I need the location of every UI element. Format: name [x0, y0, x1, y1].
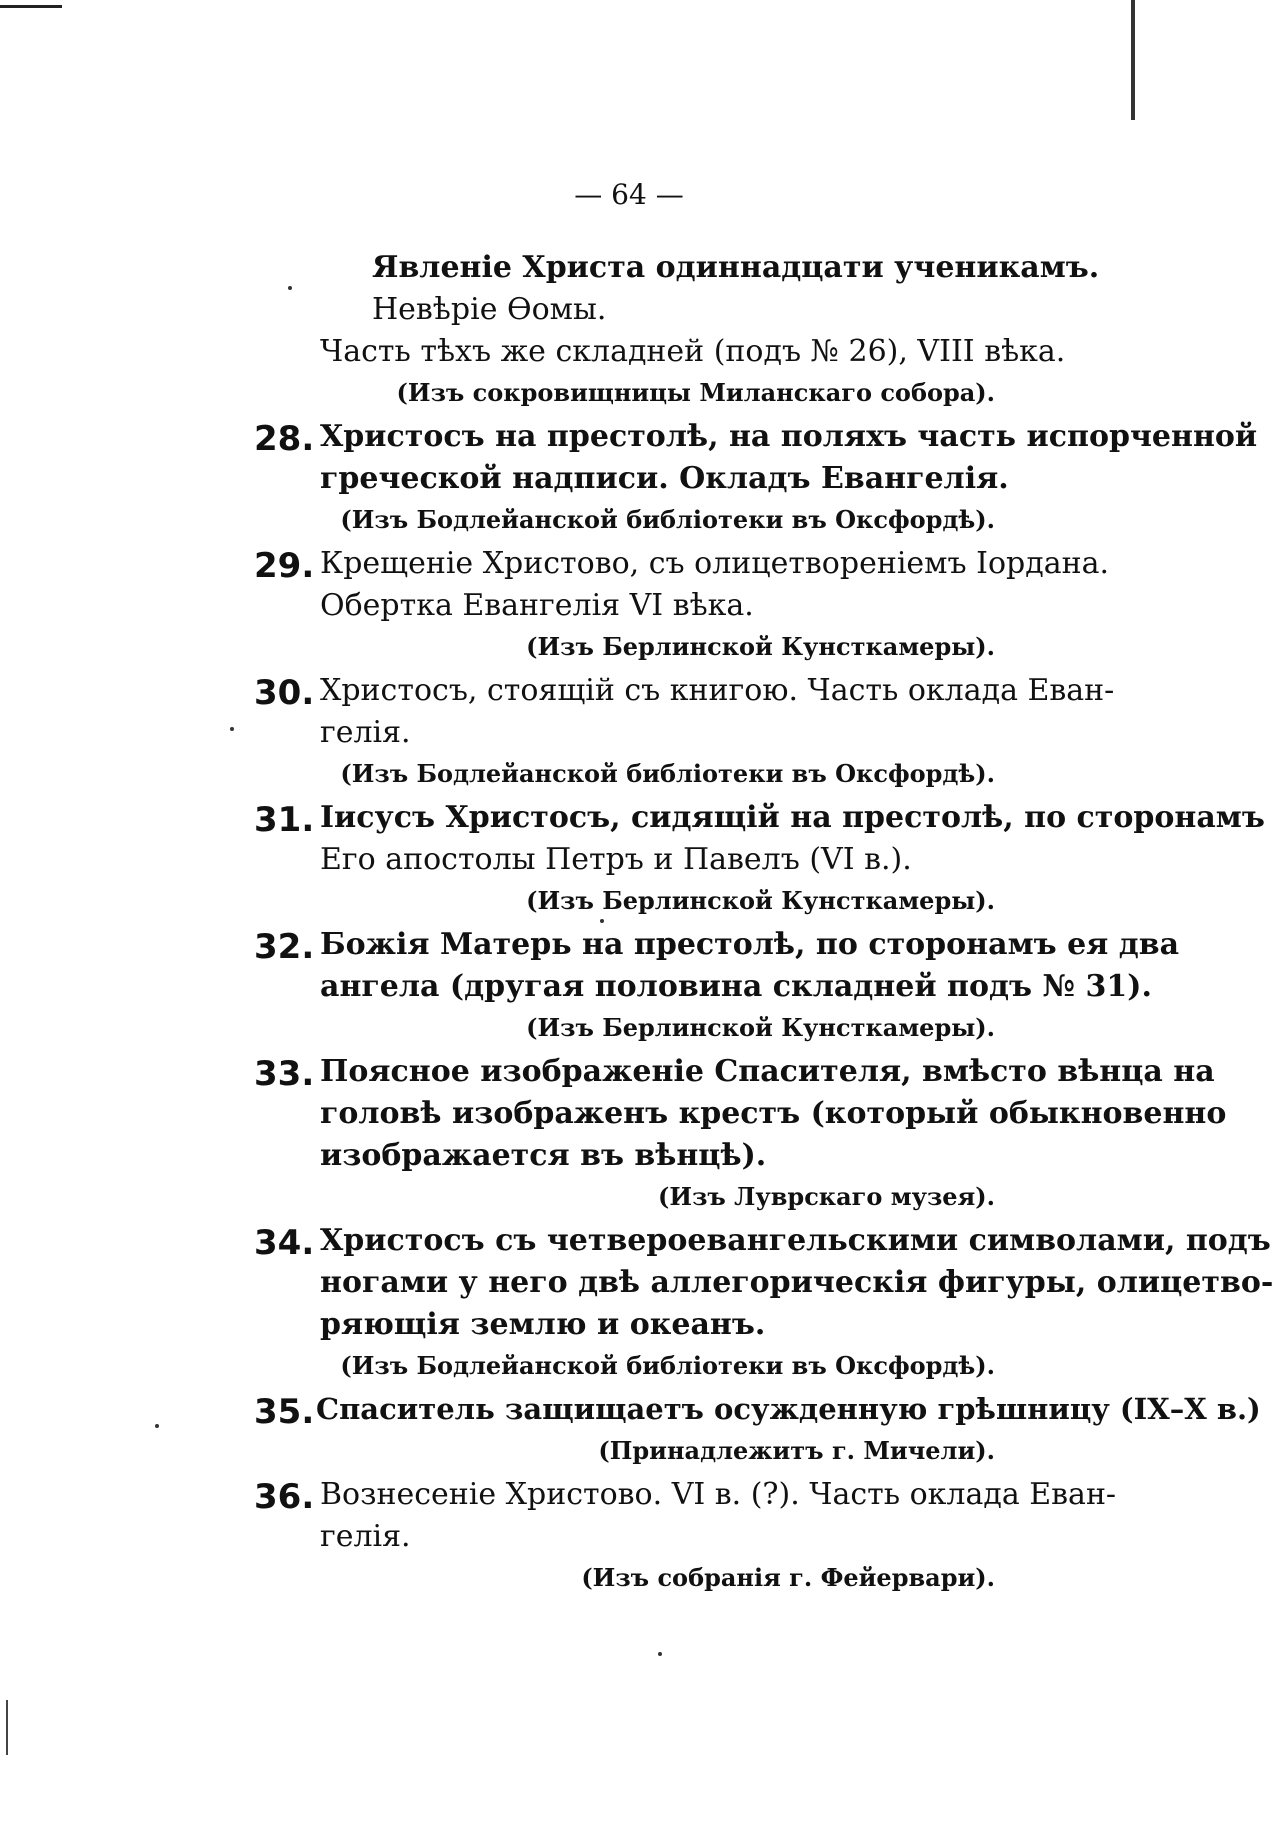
- ink-speck: [155, 1424, 159, 1428]
- entry-line: Христосъ съ четвероевангельскими символами, подъ: [320, 1223, 1271, 1258]
- source-note: (Изъ сокровищницы Миланскаго собора).: [396, 378, 995, 407]
- entry-line: Поясное изображеніе Спасителя, вмѣсто вѣнца на: [320, 1054, 1215, 1089]
- entry-line: Вознесеніе Христово. VI в. (?). Часть оклада Еван-: [320, 1477, 1117, 1512]
- source-note: (Изъ Луврскаго музея).: [658, 1182, 995, 1211]
- entry-line: Божія Матерь на престолѣ, по сторонамъ ея два: [320, 927, 1180, 962]
- source-note: (Изъ Берлинской Кунсткамеры).: [526, 632, 995, 661]
- ink-speck: [230, 727, 234, 731]
- entry-line: Крещеніе Христово, съ олицетвореніемъ Іордана.: [320, 546, 1110, 581]
- entry-line: Христосъ на престолѣ, на поляхъ часть испорченной: [320, 419, 1258, 454]
- ink-speck: [600, 919, 604, 923]
- entry-line: гелія.: [320, 715, 411, 750]
- ink-speck: [288, 286, 292, 290]
- entry-number: 29.: [254, 546, 315, 586]
- entry-number: 34.: [254, 1223, 315, 1263]
- entry-number: 35.: [254, 1392, 315, 1432]
- entry-number: 31.: [254, 800, 315, 840]
- source-note: (Изъ Бодлейанской библіотеки въ Оксфордѣ).: [340, 759, 995, 788]
- source-note: (Изъ Берлинской Кунсткамеры).: [526, 1013, 995, 1042]
- entry-line: Спаситель защищаетъ осужденную грѣшницу (IX–X в.): [316, 1392, 1261, 1426]
- source-note: (Изъ Бодлейанской библіотеки въ Оксфордѣ).: [340, 1351, 995, 1380]
- entry-line: греческой надписи. Окладъ Евангелія.: [320, 461, 1009, 496]
- intro-line: Невѣріе Өомы.: [372, 292, 607, 327]
- entry-number: 36.: [254, 1477, 315, 1517]
- source-note: (Изъ собранія г. Фейервари).: [581, 1563, 995, 1592]
- entry-line: ангела (другая половина складней подъ № 31).: [320, 969, 1152, 1004]
- entry-number: 32.: [254, 927, 315, 967]
- page-edge-mark: [1131, 0, 1135, 120]
- entry-line: ряющія землю и океанъ.: [320, 1307, 766, 1342]
- entry-line: Іисусъ Христосъ, сидящій на престолѣ, по сторонамъ: [320, 800, 1265, 835]
- entry-line: гелія.: [320, 1519, 411, 1554]
- intro-line: Явленіе Христа одиннадцати ученикамъ.: [372, 250, 1100, 285]
- source-note: (Изъ Бодлейанской библіотеки въ Оксфордѣ).: [340, 505, 995, 534]
- entry-number: 30.: [254, 673, 315, 713]
- source-note: (Изъ Берлинской Кунсткамеры).: [526, 886, 995, 915]
- entry-line: изображается въ вѣнцѣ).: [320, 1138, 767, 1173]
- entry-line: Его апостолы Петръ и Павелъ (VI в.).: [320, 842, 912, 877]
- entry-line: Христосъ, стоящій съ книгою. Часть оклада Еван-: [320, 673, 1115, 708]
- top-rule: [0, 5, 62, 8]
- intro-line: Часть тѣхъ же складней (подъ № 26), VIII вѣка.: [320, 334, 1066, 369]
- entry-line: Обертка Евангелія VI вѣка.: [320, 588, 754, 623]
- page-number: — 64 —: [574, 178, 684, 211]
- entry-line: ногами у него двѣ аллегорическія фигуры, олицетво-: [320, 1265, 1273, 1300]
- entry-number: 33.: [254, 1054, 315, 1094]
- ink-speck: [658, 1652, 662, 1656]
- entry-line: головѣ изображенъ крестъ (который обыкновенно: [320, 1096, 1227, 1131]
- source-note: (Принадлежитъ г. Мичели).: [598, 1436, 995, 1465]
- entry-number: 28.: [254, 419, 315, 459]
- page-edge-mark-left: [6, 1700, 8, 1755]
